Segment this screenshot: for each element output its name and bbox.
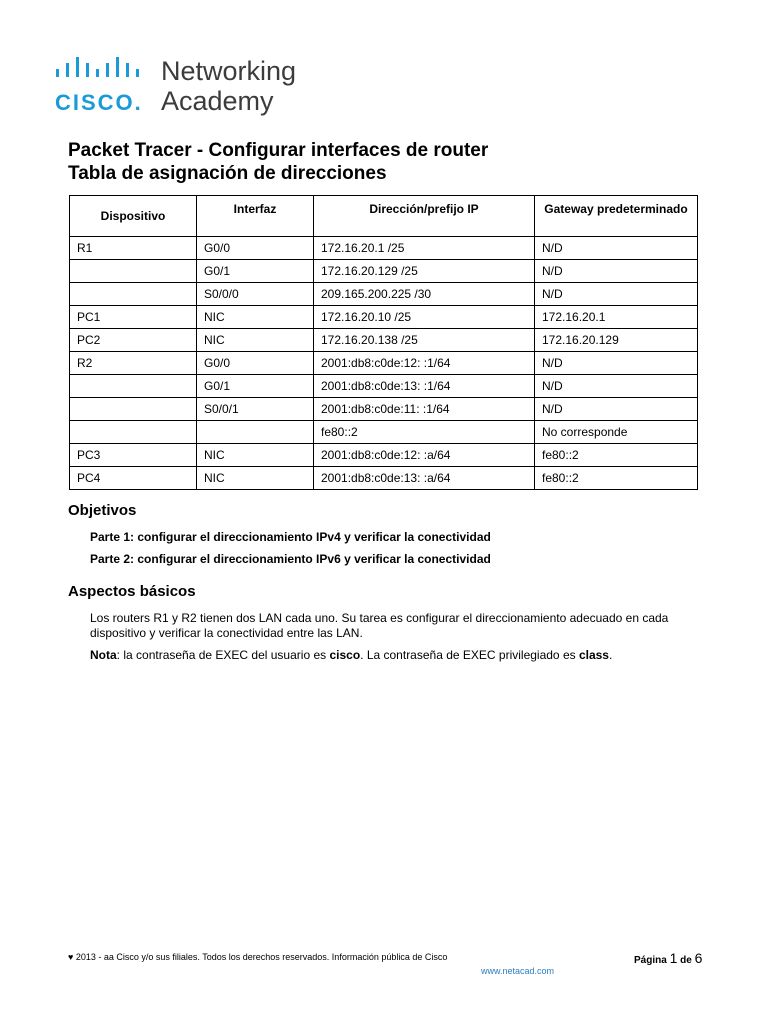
cell-gateway: 172.16.20.1: [535, 306, 698, 329]
table-row: [70, 421, 698, 444]
background-heading: Aspectos básicos: [68, 583, 196, 600]
footer-copyright: ♥ 2013 - aa Cisco y/o sus filiales. Todos los derechos reservados. Información pública de Cisco: [68, 952, 448, 962]
cell-interface: NIC: [197, 306, 314, 329]
table-title: Tabla de asignación de direcciones: [68, 163, 387, 184]
cell-interface: [197, 421, 314, 444]
cell-gateway: N/D: [535, 375, 698, 398]
cell-ip: 2001:db8:c0de:13: :1/64: [314, 375, 535, 398]
cell-interface: G0/0: [197, 352, 314, 375]
table-row: [70, 329, 698, 352]
document-title: Packet Tracer - Configurar interfaces de router: [68, 140, 489, 161]
table-row: [70, 398, 698, 421]
objective-part-1: Parte 1: configurar el direccionamiento IPv4 y verificar la conectividad: [90, 530, 491, 544]
logo-academy-text: Academy: [161, 86, 274, 116]
cell-interface: G0/1: [197, 260, 314, 283]
addressing-table: [69, 195, 698, 490]
note-text-3: .: [608, 648, 613, 662]
header-ip-address: Dirección/prefijo IP: [314, 196, 535, 237]
cell-interface: S0/0/0: [197, 283, 314, 306]
page-number: [634, 950, 702, 966]
cell-gateway: N/D: [535, 398, 698, 421]
table-row: [70, 467, 698, 490]
cisco-bars-icon: [55, 56, 150, 82]
note-text-1: : la contraseña de EXEC del usuario es: [116, 648, 330, 662]
cell-ip: 172.16.20.129 /25: [314, 260, 535, 283]
cell-device: PC1: [70, 306, 197, 329]
objectives-heading: Objetivos: [68, 502, 137, 519]
cell-device: PC4: [70, 467, 197, 490]
cell-ip: 2001:db8:c0de:12: :1/64: [314, 352, 535, 375]
cell-device: PC2: [70, 329, 197, 352]
table-row: [70, 260, 698, 283]
cell-interface: G0/0: [197, 237, 314, 260]
table-row: [70, 306, 698, 329]
cell-interface: NIC: [197, 467, 314, 490]
cell-interface: S0/0/1: [197, 398, 314, 421]
note-text-2: . La contraseña de EXEC privilegiado es: [360, 648, 579, 662]
cell-ip: 172.16.20.1 /25: [314, 237, 535, 260]
note-label: Nota: [90, 648, 117, 662]
objective-part-2: Parte 2: configurar el direccionamiento IPv6 y verificar la conectividad: [90, 552, 491, 566]
page-total: 6: [694, 950, 703, 966]
cell-device: [70, 260, 197, 283]
cell-interface: NIC: [197, 329, 314, 352]
cell-ip: 2001:db8:c0de:11: :1/64: [314, 398, 535, 421]
logo-networking-text: Networking: [161, 56, 297, 86]
header-interface: Interfaz: [197, 196, 314, 237]
cell-ip: 172.16.20.10 /25: [314, 306, 535, 329]
cell-device: R2: [70, 352, 197, 375]
cell-gateway: No corresponde: [535, 421, 698, 444]
note-password-user: cisco: [329, 648, 361, 662]
cell-device: [70, 375, 197, 398]
cell-gateway: N/D: [535, 260, 698, 283]
cell-device: [70, 421, 197, 444]
cell-ip: fe80::2: [314, 421, 535, 444]
cell-gateway: N/D: [535, 283, 698, 306]
page-of-label: de: [680, 955, 692, 966]
table-row: [70, 375, 698, 398]
cell-interface: NIC: [197, 444, 314, 467]
page-label: Página: [634, 955, 667, 966]
cell-gateway: fe80::2: [535, 467, 698, 490]
cisco-networking-academy-logo: [55, 56, 315, 116]
note-password-privileged: class: [578, 648, 609, 662]
cisco-wordmark: CISCO.: [55, 90, 143, 115]
cell-gateway: fe80::2: [535, 444, 698, 467]
header-device: Dispositivo: [70, 196, 197, 237]
cell-device: PC3: [70, 444, 197, 467]
cell-gateway: N/D: [535, 237, 698, 260]
cell-ip: 2001:db8:c0de:12: :a/64: [314, 444, 535, 467]
table-row: [70, 444, 698, 467]
cell-ip: 172.16.20.138 /25: [314, 329, 535, 352]
cell-gateway: N/D: [535, 352, 698, 375]
table-row: [70, 283, 698, 306]
footer-url-link[interactable]: www.netacad.com: [481, 966, 555, 976]
note-line: [90, 648, 612, 662]
cell-device: R1: [70, 237, 197, 260]
table-header-row: [70, 196, 698, 237]
page-current: 1: [669, 950, 678, 966]
cell-device: [70, 283, 197, 306]
background-paragraph: Los routers R1 y R2 tienen dos LAN cada uno. Su tarea es configurar el direccionamiento adecuado en cada dispositivo y verificar la conectividad entre las LAN.: [90, 611, 669, 640]
table-row: [70, 352, 698, 375]
header-default-gateway: Gateway predeterminado: [535, 196, 698, 237]
cell-device: [70, 398, 197, 421]
cell-interface: G0/1: [197, 375, 314, 398]
cell-ip: 2001:db8:c0de:13: :a/64: [314, 467, 535, 490]
cell-ip: 209.165.200.225 /30: [314, 283, 535, 306]
cell-gateway: 172.16.20.129: [535, 329, 698, 352]
table-row: [70, 237, 698, 260]
